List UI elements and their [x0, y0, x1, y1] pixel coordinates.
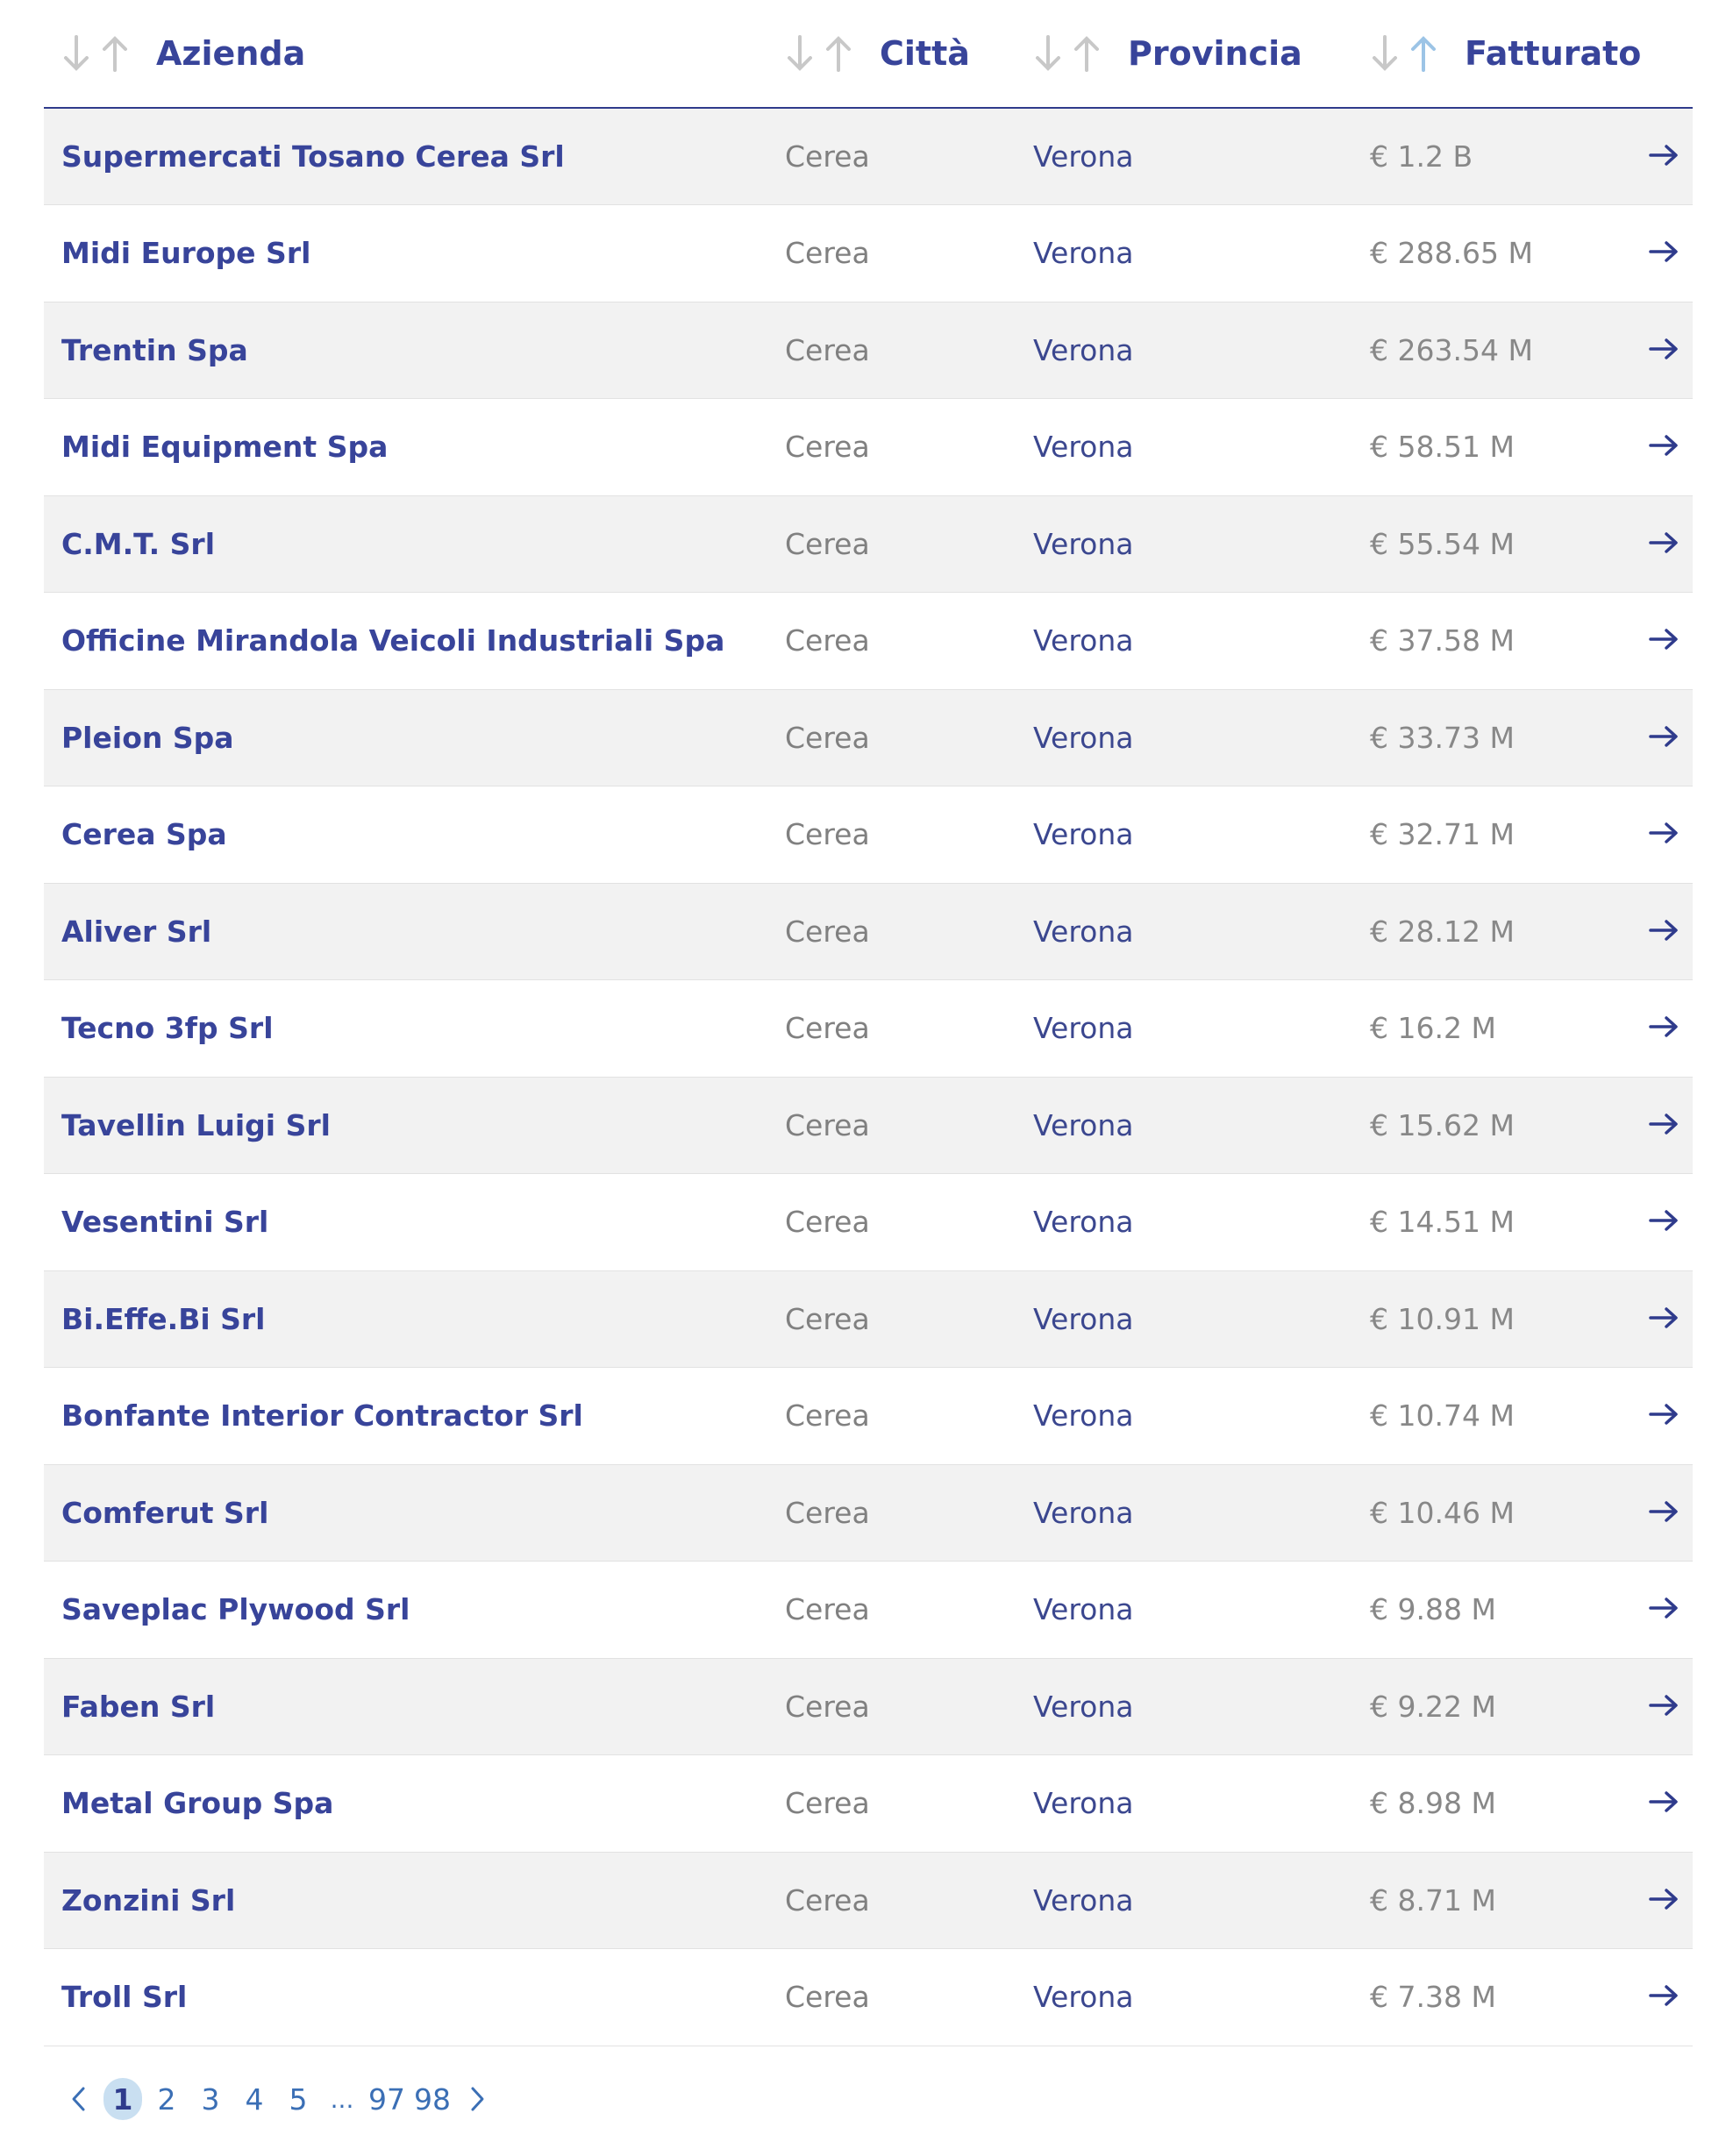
- row-open-button[interactable]: [1631, 1852, 1693, 1949]
- province-cell: Verona: [1033, 1495, 1134, 1530]
- province-cell: Verona: [1033, 720, 1134, 755]
- city-cell: Cerea: [785, 332, 870, 367]
- table-row[interactable]: [44, 1077, 1693, 1174]
- company-name-link[interactable]: Bi.Effe.Bi Srl: [61, 1301, 266, 1336]
- sort-ascending-icon[interactable]: [100, 33, 130, 74]
- arrow-right-icon[interactable]: [1649, 822, 1679, 844]
- revenue-cell: € 32.71 M: [1370, 817, 1515, 852]
- table-row[interactable]: [44, 495, 1693, 593]
- revenue-cell: € 288.65 M: [1370, 236, 1533, 271]
- chevron-right-icon[interactable]: [467, 2085, 487, 2113]
- column-label: Azienda: [156, 34, 306, 73]
- revenue-cell: € 28.12 M: [1370, 914, 1515, 949]
- table-row[interactable]: [44, 108, 1693, 205]
- revenue-cell: € 9.22 M: [1370, 1689, 1496, 1724]
- arrow-right-icon[interactable]: [1649, 1500, 1679, 1523]
- sort-descending-icon[interactable]: [785, 33, 815, 74]
- table-row[interactable]: [44, 593, 1693, 690]
- city-cell: Cerea: [785, 1107, 870, 1142]
- company-name-link[interactable]: Trentin Spa: [61, 332, 248, 367]
- arrow-right-icon[interactable]: [1649, 1403, 1679, 1426]
- sort-control[interactable]: [61, 33, 130, 74]
- province-cell: Verona: [1033, 236, 1134, 271]
- city-cell: Cerea: [785, 720, 870, 755]
- sort-control[interactable]: [1370, 33, 1438, 74]
- sort-descending-icon[interactable]: [1033, 33, 1063, 74]
- city-cell: Cerea: [785, 236, 870, 271]
- sort-control[interactable]: [1033, 33, 1102, 74]
- arrow-right-icon[interactable]: [1649, 531, 1679, 554]
- province-cell: Verona: [1033, 623, 1134, 658]
- company-name-link[interactable]: Tavellin Luigi Srl: [61, 1107, 331, 1142]
- company-name-link[interactable]: Supermercati Tosano Cerea Srl: [61, 139, 565, 174]
- company-name-link[interactable]: Metal Group Spa: [61, 1786, 334, 1821]
- province-cell: Verona: [1033, 1205, 1134, 1240]
- table-row[interactable]: [44, 980, 1693, 1078]
- row-open-button[interactable]: [1631, 1464, 1693, 1562]
- city-cell: Cerea: [785, 430, 870, 465]
- page-link-1[interactable]: 1: [103, 2078, 142, 2120]
- table-row[interactable]: [44, 1464, 1693, 1562]
- column-header-azienda[interactable]: [44, 0, 767, 108]
- page-link-2[interactable]: 2: [157, 2081, 176, 2117]
- column-label: Fatturato: [1465, 34, 1642, 73]
- row-open-button[interactable]: [1631, 1562, 1693, 1659]
- revenue-cell: € 1.2 B: [1370, 139, 1473, 174]
- row-open-button[interactable]: [1631, 593, 1693, 690]
- page-link-5[interactable]: 5: [289, 2081, 308, 2117]
- province-cell: Verona: [1033, 526, 1134, 561]
- row-open-button[interactable]: [1631, 1755, 1693, 1853]
- arrow-right-icon[interactable]: [1649, 1694, 1679, 1717]
- row-open-button[interactable]: [1631, 883, 1693, 980]
- city-cell: Cerea: [785, 1495, 870, 1530]
- row-open-button[interactable]: [1631, 495, 1693, 593]
- row-open-button[interactable]: [1631, 980, 1693, 1078]
- companies-table-container: [44, 0, 1693, 2046]
- company-name-link[interactable]: Tecno 3fp Srl: [61, 1011, 274, 1046]
- table-row[interactable]: [44, 399, 1693, 496]
- arrow-right-icon[interactable]: [1649, 240, 1679, 263]
- city-cell: Cerea: [785, 1398, 870, 1434]
- row-open-button[interactable]: [1631, 1174, 1693, 1271]
- arrow-right-icon[interactable]: [1649, 434, 1679, 457]
- revenue-cell: € 8.98 M: [1370, 1786, 1496, 1821]
- company-name-link[interactable]: Pleion Spa: [61, 720, 234, 755]
- table-row[interactable]: [44, 302, 1693, 399]
- company-name-link[interactable]: Midi Equipment Spa: [61, 430, 389, 465]
- province-cell: Verona: [1033, 817, 1134, 852]
- table-body: [44, 108, 1693, 2046]
- city-cell: Cerea: [785, 914, 870, 949]
- sort-ascending-icon[interactable]: [1409, 33, 1438, 74]
- row-open-button[interactable]: [1631, 302, 1693, 399]
- pagination-ellipsis: ...: [330, 2084, 354, 2114]
- revenue-cell: € 10.91 M: [1370, 1301, 1515, 1336]
- city-cell: Cerea: [785, 1592, 870, 1627]
- arrow-right-icon[interactable]: [1649, 919, 1679, 942]
- table-row[interactable]: [44, 1562, 1693, 1659]
- city-cell: Cerea: [785, 623, 870, 658]
- row-open-button[interactable]: [1631, 1658, 1693, 1755]
- table-row[interactable]: [44, 1949, 1693, 2046]
- city-cell: Cerea: [785, 1301, 870, 1336]
- province-cell: Verona: [1033, 1980, 1134, 2015]
- column-header-citta[interactable]: [767, 0, 1016, 108]
- city-cell: Cerea: [785, 1980, 870, 2015]
- chevron-left-icon[interactable]: [69, 2085, 89, 2113]
- city-cell: Cerea: [785, 1786, 870, 1821]
- pagination-next[interactable]: [458, 2078, 496, 2120]
- row-open-button[interactable]: [1631, 399, 1693, 496]
- table-row[interactable]: [44, 1658, 1693, 1755]
- row-open-button[interactable]: [1631, 689, 1693, 786]
- table-row[interactable]: [44, 1852, 1693, 1949]
- arrow-right-icon[interactable]: [1649, 1306, 1679, 1329]
- arrow-right-icon[interactable]: [1649, 338, 1679, 360]
- table-header-row: [44, 0, 1693, 108]
- sort-descending-icon[interactable]: [1370, 33, 1400, 74]
- company-name-link[interactable]: Midi Europe Srl: [61, 236, 311, 271]
- row-open-button[interactable]: [1631, 786, 1693, 884]
- company-name-link[interactable]: Saveplac Plywood Srl: [61, 1592, 410, 1627]
- sort-ascending-icon[interactable]: [824, 33, 853, 74]
- company-name-link[interactable]: Comferut Srl: [61, 1495, 269, 1530]
- revenue-cell: € 9.88 M: [1370, 1592, 1496, 1627]
- table-row[interactable]: [44, 1174, 1693, 1271]
- table-row[interactable]: [44, 786, 1693, 884]
- revenue-cell: € 263.54 M: [1370, 332, 1533, 367]
- province-cell: Verona: [1033, 1301, 1134, 1336]
- revenue-cell: € 7.38 M: [1370, 1980, 1496, 2015]
- company-name-link[interactable]: Aliver Srl: [61, 914, 212, 949]
- pagination: [60, 2078, 502, 2120]
- row-open-button[interactable]: [1631, 1077, 1693, 1174]
- column-label: Città: [880, 34, 970, 73]
- column-label: Provincia: [1128, 34, 1302, 73]
- province-cell: Verona: [1033, 332, 1134, 367]
- arrow-right-icon[interactable]: [1649, 1209, 1679, 1232]
- column-header-provincia[interactable]: [1016, 0, 1352, 108]
- province-cell: Verona: [1033, 914, 1134, 949]
- revenue-cell: € 55.54 M: [1370, 526, 1515, 561]
- companies-table: [44, 0, 1693, 2046]
- revenue-cell: € 14.51 M: [1370, 1205, 1515, 1240]
- city-cell: Cerea: [785, 817, 870, 852]
- table-row[interactable]: [44, 883, 1693, 980]
- arrow-right-icon[interactable]: [1649, 144, 1679, 167]
- revenue-cell: € 33.73 M: [1370, 720, 1515, 755]
- sort-descending-icon[interactable]: [61, 33, 91, 74]
- company-name-link[interactable]: Troll Srl: [61, 1980, 188, 2015]
- arrow-right-icon[interactable]: [1649, 1015, 1679, 1038]
- province-cell: Verona: [1033, 1398, 1134, 1434]
- revenue-cell: € 10.46 M: [1370, 1495, 1515, 1530]
- province-cell: Verona: [1033, 139, 1134, 174]
- table-row[interactable]: [44, 1368, 1693, 1465]
- city-cell: Cerea: [785, 1011, 870, 1046]
- page-link-4[interactable]: 4: [245, 2081, 264, 2117]
- arrow-right-icon[interactable]: [1649, 1984, 1679, 2007]
- revenue-cell: € 16.2 M: [1370, 1011, 1496, 1046]
- sort-ascending-icon[interactable]: [1072, 33, 1102, 74]
- table-row[interactable]: [44, 205, 1693, 302]
- page-link-98[interactable]: 98: [414, 2081, 451, 2117]
- arrow-right-icon[interactable]: [1649, 725, 1679, 748]
- company-name-link[interactable]: Bonfante Interior Contractor Srl: [61, 1398, 583, 1434]
- arrow-right-icon[interactable]: [1649, 1790, 1679, 1813]
- province-cell: Verona: [1033, 1786, 1134, 1821]
- row-open-button[interactable]: [1631, 205, 1693, 302]
- revenue-cell: € 58.51 M: [1370, 430, 1515, 465]
- city-cell: Cerea: [785, 1882, 870, 1918]
- company-name-link[interactable]: C.M.T. Srl: [61, 526, 216, 561]
- revenue-cell: € 8.71 M: [1370, 1882, 1496, 1918]
- province-cell: Verona: [1033, 1882, 1134, 1918]
- table-row[interactable]: [44, 689, 1693, 786]
- province-cell: Verona: [1033, 1689, 1134, 1724]
- province-cell: Verona: [1033, 1592, 1134, 1627]
- row-open-button[interactable]: [1631, 1368, 1693, 1465]
- page-link-3[interactable]: 3: [201, 2081, 220, 2117]
- arrow-right-icon[interactable]: [1649, 1597, 1679, 1619]
- arrow-right-icon[interactable]: [1649, 1113, 1679, 1135]
- revenue-cell: € 37.58 M: [1370, 623, 1515, 658]
- company-name-link[interactable]: Faben Srl: [61, 1689, 216, 1724]
- revenue-cell: € 15.62 M: [1370, 1107, 1515, 1142]
- city-cell: Cerea: [785, 1689, 870, 1724]
- province-cell: Verona: [1033, 1107, 1134, 1142]
- company-name-link[interactable]: Zonzini Srl: [61, 1882, 236, 1918]
- revenue-cell: € 10.74 M: [1370, 1398, 1515, 1434]
- row-open-button[interactable]: [1631, 108, 1693, 205]
- column-header-fatturato[interactable]: [1352, 0, 1693, 108]
- arrow-right-icon[interactable]: [1649, 628, 1679, 651]
- table-row[interactable]: [44, 1755, 1693, 1853]
- province-cell: Verona: [1033, 430, 1134, 465]
- sort-control[interactable]: [785, 33, 853, 74]
- city-cell: Cerea: [785, 139, 870, 174]
- arrow-right-icon[interactable]: [1649, 1888, 1679, 1911]
- pagination-prev[interactable]: [60, 2078, 98, 2120]
- company-name-link[interactable]: Vesentini Srl: [61, 1205, 269, 1240]
- company-name-link[interactable]: Officine Mirandola Veicoli Industriali Spa: [61, 623, 725, 658]
- row-open-button[interactable]: [1631, 1949, 1693, 2046]
- row-open-button[interactable]: [1631, 1270, 1693, 1368]
- table-row[interactable]: [44, 1270, 1693, 1368]
- city-cell: Cerea: [785, 1205, 870, 1240]
- page-link-97[interactable]: 97: [368, 2081, 405, 2117]
- city-cell: Cerea: [785, 526, 870, 561]
- province-cell: Verona: [1033, 1011, 1134, 1046]
- company-name-link[interactable]: Cerea Spa: [61, 817, 227, 852]
